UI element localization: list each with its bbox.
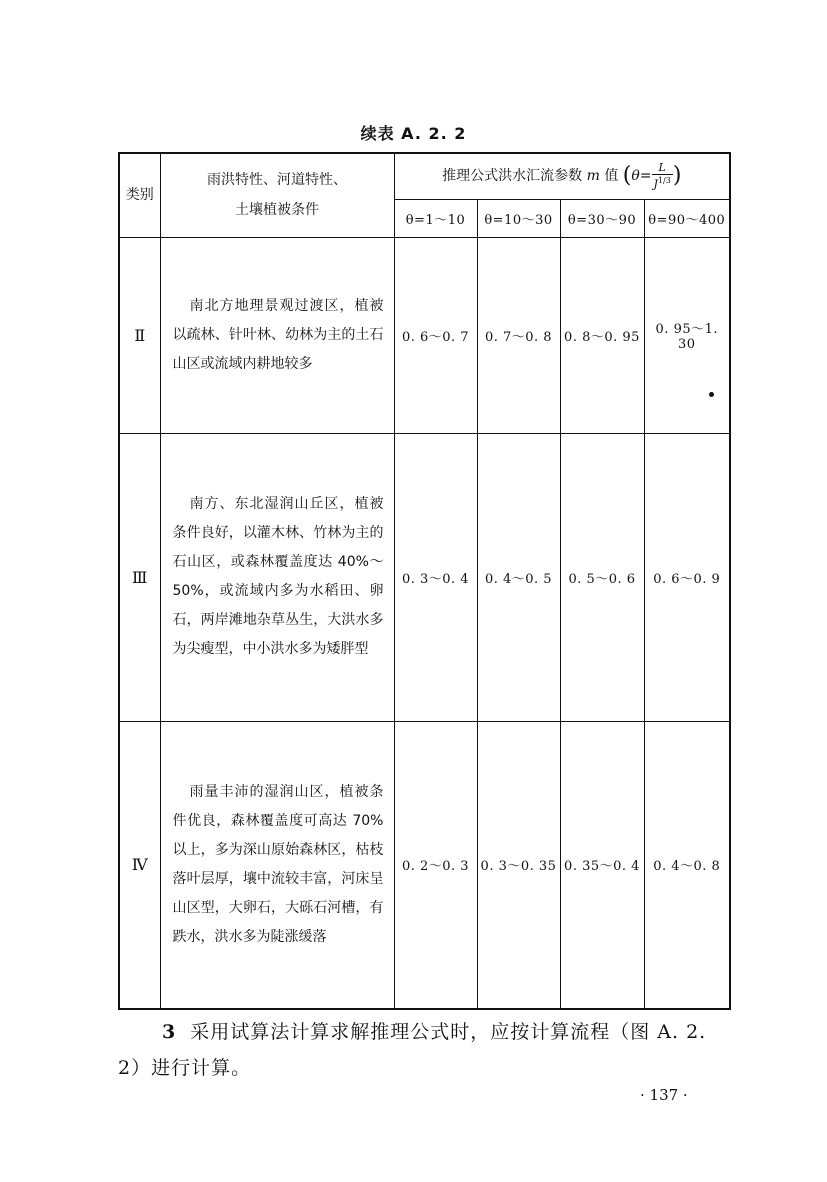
header-row-1: [119, 153, 730, 199]
header-parameter: 推理公式洪水汇流参数 m 值 (θ= $\frac{L}{J^{1/3}}$ ): [394, 153, 730, 199]
row-category: Ⅱ: [119, 237, 160, 433]
frac-denominator: J: [653, 177, 658, 191]
header-conditions: [160, 153, 394, 237]
row-value: 0. 6～0. 7: [394, 237, 477, 433]
header-range-3: θ=30～90: [560, 199, 644, 237]
row-description-text: 南北方地理景观过渡区，植被以疏林、针叶林、幼林为主的土石山区或流域内耕地较多: [172, 297, 384, 372]
page-number: · 137 ·: [640, 1086, 688, 1104]
frac-numerator: L: [652, 162, 673, 175]
row-value: 0. 8～0. 95: [560, 237, 644, 433]
row-category: Ⅳ: [119, 721, 160, 1009]
table-row: [119, 433, 730, 721]
row-description: [160, 237, 394, 433]
parameter-table: [118, 152, 731, 1010]
header-conditions-line2: 土壤植被条件: [235, 202, 319, 219]
row-description-text: 雨量丰沛的湿润山区，植被条件优良，森林覆盖度可高达 70%以上，多为深山原始森林区，枯枝落叶层厚，壤中流较丰富，河床呈山区型，大卵石，大砾石河槽，有跌水，洪水多为陡涨缓落: [172, 783, 384, 945]
row-category: Ⅲ: [119, 433, 160, 721]
row-value: 0. 2～0. 3: [394, 721, 477, 1009]
header-param-suffix: 值: [604, 168, 619, 185]
row-value: 0. 4～0. 8: [644, 721, 730, 1009]
header-conditions-line1: 雨洪特性、河道特性、: [207, 172, 347, 189]
row-description: [160, 433, 394, 721]
scan-dot: [709, 392, 714, 397]
header-range-4: θ=90～400: [644, 199, 730, 237]
paragraph-number: 3: [162, 1021, 177, 1043]
header-range-1: θ=1～10: [394, 199, 477, 237]
header-theta-eq: θ=: [631, 168, 652, 185]
row-value: 0. 7～0. 8: [477, 237, 560, 433]
table-row: [119, 237, 730, 433]
row-description: [160, 721, 394, 1009]
header-param-var: m: [586, 168, 600, 185]
body-paragraph: [118, 1014, 733, 1086]
row-value: 0. 3～0. 35: [477, 721, 560, 1009]
header-param-prefix: 推理公式洪水汇流参数: [442, 168, 583, 185]
table-caption: 续表 A. 2. 2: [360, 124, 467, 143]
frac-exponent: 1/3: [657, 175, 671, 185]
row-value: 0. 35～0. 4: [560, 721, 644, 1009]
row-value: 0. 5～0. 6: [560, 433, 644, 721]
row-value: 0. 95～1. 30: [644, 237, 730, 433]
row-value: 0. 4～0. 5: [477, 433, 560, 721]
row-value: 0. 6～0. 9: [644, 433, 730, 721]
table-row: [119, 721, 730, 1009]
row-value: 0. 3～0. 4: [394, 433, 477, 721]
paragraph-text: 采用试算法计算求解推理公式时，应按计算流程（图 A. 2. 2）进行计算。: [118, 1021, 707, 1079]
header-category: 类别: [119, 153, 160, 237]
header-range-2: θ=10～30: [477, 199, 560, 237]
theta-fraction: [652, 162, 673, 191]
row-description-text: 南方、东北湿润山丘区，植被条件良好，以灌木林、竹林为主的石山区，或森林覆盖度达 40%～50%，或流域内多为水稻田、卵石，两岸滩地杂草丛生，大洪水多为尖瘦型，中小洪水多为矮胖型: [172, 496, 384, 657]
